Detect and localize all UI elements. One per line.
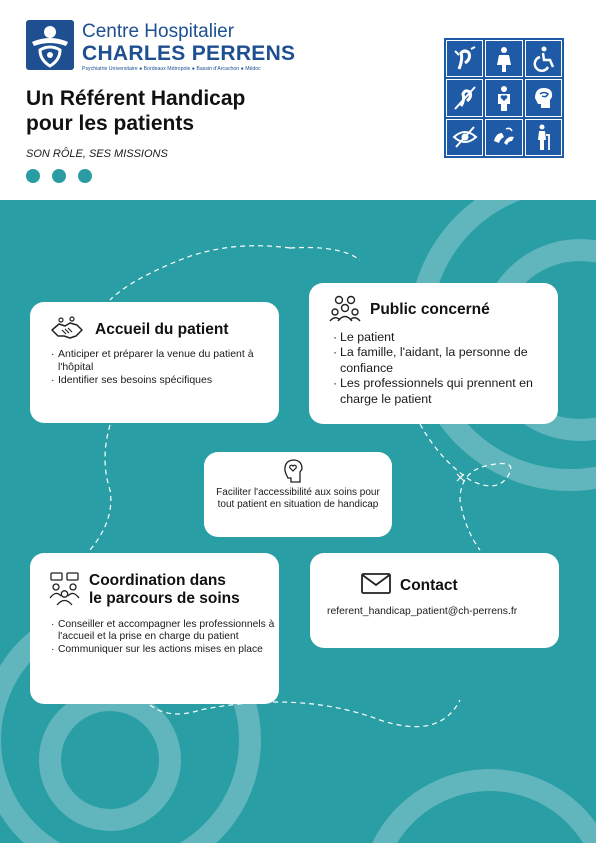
logo-line1: Centre Hospitalier bbox=[82, 21, 235, 42]
title-line1: Un Référent Handicap bbox=[26, 87, 246, 110]
dot bbox=[52, 169, 66, 183]
card-public bbox=[309, 283, 558, 424]
list-item: · Conseiller et accompagner les professionnels à l'accueil et la prise en charge du patient bbox=[51, 619, 276, 644]
card-title bbox=[89, 572, 240, 608]
list-item: · La famille, l'aidant, la personne de confiance bbox=[333, 345, 553, 376]
head-heart-icon bbox=[281, 458, 305, 484]
card-list bbox=[51, 348, 271, 386]
card-title-line1: Coordination dans bbox=[89, 572, 226, 589]
card-coordination bbox=[30, 553, 279, 704]
page-title bbox=[26, 86, 346, 136]
card-list bbox=[51, 619, 276, 656]
envelope-icon bbox=[361, 573, 391, 594]
logo-line2: CHARLES PERRENS bbox=[82, 42, 296, 65]
mental-head-icon bbox=[525, 79, 562, 116]
hearing-loop-icon bbox=[446, 40, 483, 77]
sign-language-icon bbox=[485, 119, 522, 156]
card-accueil bbox=[30, 302, 279, 423]
dot bbox=[26, 169, 40, 183]
page-subtitle: SON RÔLE, SES MISSIONS bbox=[26, 148, 168, 160]
list-item: · Anticiper et préparer la venue du patient à l'hôpital bbox=[51, 348, 271, 374]
logo-line3: Psychiatrie Universitaire ● Bordeaux Métropole ● Bassin d'Arcachon ● Médoc bbox=[82, 66, 261, 72]
elderly-cane-icon bbox=[525, 119, 562, 156]
list-item: · Le patient bbox=[333, 330, 553, 345]
heart-person-icon bbox=[485, 79, 522, 116]
header bbox=[0, 0, 596, 200]
deaf-icon bbox=[446, 79, 483, 116]
logo-mark-icon bbox=[26, 20, 74, 70]
card-title: Accueil du patient bbox=[95, 321, 229, 338]
team-chat-icon bbox=[48, 572, 82, 606]
title-line2: pour les patients bbox=[26, 112, 195, 135]
low-vision-icon bbox=[446, 119, 483, 156]
card-accessibility bbox=[204, 452, 392, 537]
person-icon bbox=[485, 40, 522, 77]
decorative-dots bbox=[26, 169, 92, 183]
accessibility-icons-grid bbox=[444, 38, 564, 158]
list-item: · Identifier ses besoins spécifiques bbox=[51, 374, 271, 387]
list-item: · Les professionnels qui prennent en charge le patient bbox=[333, 376, 553, 407]
card-title: Contact bbox=[400, 577, 458, 594]
card-title-line2: le parcours de soins bbox=[89, 590, 240, 607]
group-icon bbox=[329, 294, 361, 322]
card-title: Public concerné bbox=[370, 301, 490, 318]
contact-email-link[interactable]: referent_handicap_patient@ch-perrens.fr bbox=[327, 606, 518, 617]
card-contact bbox=[310, 553, 559, 648]
list-item: · Communiquer sur les actions mises en place bbox=[51, 644, 276, 656]
wheelchair-icon bbox=[525, 40, 562, 77]
card-list bbox=[333, 330, 553, 407]
accessibility-text: Faciliter l'accessibilité aux soins pour tout patient en situation de handicap bbox=[216, 487, 380, 511]
hospital-logo bbox=[26, 20, 296, 74]
handshake-icon bbox=[50, 316, 84, 344]
dot bbox=[78, 169, 92, 183]
